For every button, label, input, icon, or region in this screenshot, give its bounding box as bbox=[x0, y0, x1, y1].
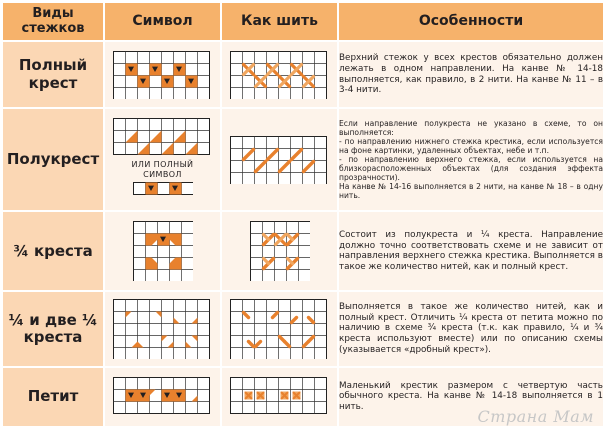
symbol-grid-petit bbox=[113, 377, 213, 417]
grid-frame bbox=[133, 222, 193, 282]
row-name-full bbox=[2, 41, 104, 107]
header-kinds-line1: Виды bbox=[32, 6, 74, 22]
symbol-grid-half-alt bbox=[133, 182, 193, 202]
how-grid-quarter bbox=[230, 299, 330, 359]
watermark: Страна Мам bbox=[477, 407, 594, 426]
row-name-petit: Петит bbox=[2, 367, 104, 427]
symbol-quarter bbox=[104, 291, 221, 367]
how-petit bbox=[221, 367, 338, 427]
how-three-quarter bbox=[221, 211, 338, 291]
alt-symbol-line1: ИЛИ ПОЛНЫЙ bbox=[131, 159, 194, 169]
row-name-quarter bbox=[2, 291, 104, 367]
symbol-petit bbox=[104, 367, 221, 427]
desc-half bbox=[338, 108, 604, 212]
header-features: Особенности bbox=[338, 2, 604, 41]
row-name-half: Полукрест bbox=[2, 108, 104, 212]
desc-half-item1: - по направлению нижнего стежка крестика, если используется на фоне картинки, удаленных объектах, небе и т.п. bbox=[339, 136, 603, 155]
row-quarter bbox=[2, 291, 604, 367]
row-full-cross bbox=[2, 41, 604, 107]
symbol-grid-half bbox=[113, 118, 213, 158]
desc-half-item2: - по направлению верхнего стежка, если используется на близкорасположенных объектах (для создания эффекта прозрачности). bbox=[339, 155, 603, 183]
alt-symbol-label bbox=[105, 160, 220, 180]
symbol-grid-quarter bbox=[113, 299, 213, 359]
grid-frame bbox=[250, 222, 310, 282]
how-grid-petit bbox=[230, 377, 330, 417]
stitch-types-table bbox=[1, 1, 604, 428]
row-name-three-quarter: ¾ креста bbox=[2, 211, 104, 291]
symbol-three-quarter bbox=[104, 211, 221, 291]
desc-three-quarter bbox=[338, 211, 604, 291]
symbol-grid-full bbox=[113, 51, 213, 99]
header-kinds bbox=[2, 2, 104, 41]
desc-half-intro: Если направление полукреста не указано в схеме, то он выполняется: bbox=[339, 118, 603, 137]
header-symbol: Символ bbox=[104, 2, 221, 41]
symbol-full bbox=[104, 41, 221, 107]
desc-quarter-text: Выполняется в такое же количество нитей, как и полный крест. Отличить ¼ креста от петита можно по наличию в схеме ¾ креста (т.к. как правило, ¼ и ¾ креста используют вместе) или по описанию схемы (указывается «дробный крест»). bbox=[339, 301, 603, 355]
symbol-grid-three-quarter bbox=[133, 221, 193, 281]
header-row bbox=[2, 2, 604, 41]
row-three-quarter bbox=[2, 211, 604, 291]
row-name-quarter-line2: креста bbox=[23, 327, 83, 346]
how-grid-three-quarter bbox=[250, 221, 310, 281]
row-name-full-line1: Полный bbox=[18, 56, 88, 75]
how-half bbox=[221, 108, 338, 212]
how-full bbox=[221, 41, 338, 107]
how-grid-full bbox=[230, 51, 330, 99]
desc-half-outro: На канве № 14-16 выполняется в 2 нити, на канве № 18 – в одну нить. bbox=[339, 182, 603, 201]
how-grid-half bbox=[230, 136, 330, 184]
symbol-half bbox=[104, 108, 221, 212]
header-how: Как шить bbox=[221, 2, 338, 41]
row-half-cross bbox=[2, 108, 604, 212]
row-name-full-line2: крест bbox=[28, 73, 78, 92]
desc-quarter bbox=[338, 291, 604, 367]
how-quarter bbox=[221, 291, 338, 367]
header-kinds-line2: стежков bbox=[21, 20, 85, 36]
desc-petit-text: Маленький крестик размером с четвертую часть обычного креста. На канве № 14-18 выполняется в 1 нить. bbox=[339, 380, 603, 413]
desc-three-quarter-text: Состоит из полукреста и ¼ креста. Направление должно точно соответствовать схеме и не зависит от направления верхнего стежка крестика. Выполняется в такое же количество нитей, как и полный крест. bbox=[339, 229, 603, 272]
desc-full bbox=[338, 41, 604, 107]
row-name-quarter-line1: ¼ и две ¼ bbox=[8, 310, 98, 329]
grid-frame bbox=[133, 182, 193, 194]
alt-symbol-line2: СИМВОЛ bbox=[143, 169, 182, 179]
desc-full-text: Верхний стежок у всех крестов обязательно должен лежать в одном направлении. На канве № 14-18 выполняется, как правило, в 2 нити. На канве № 11 – в 3-4 нити. bbox=[339, 53, 603, 96]
